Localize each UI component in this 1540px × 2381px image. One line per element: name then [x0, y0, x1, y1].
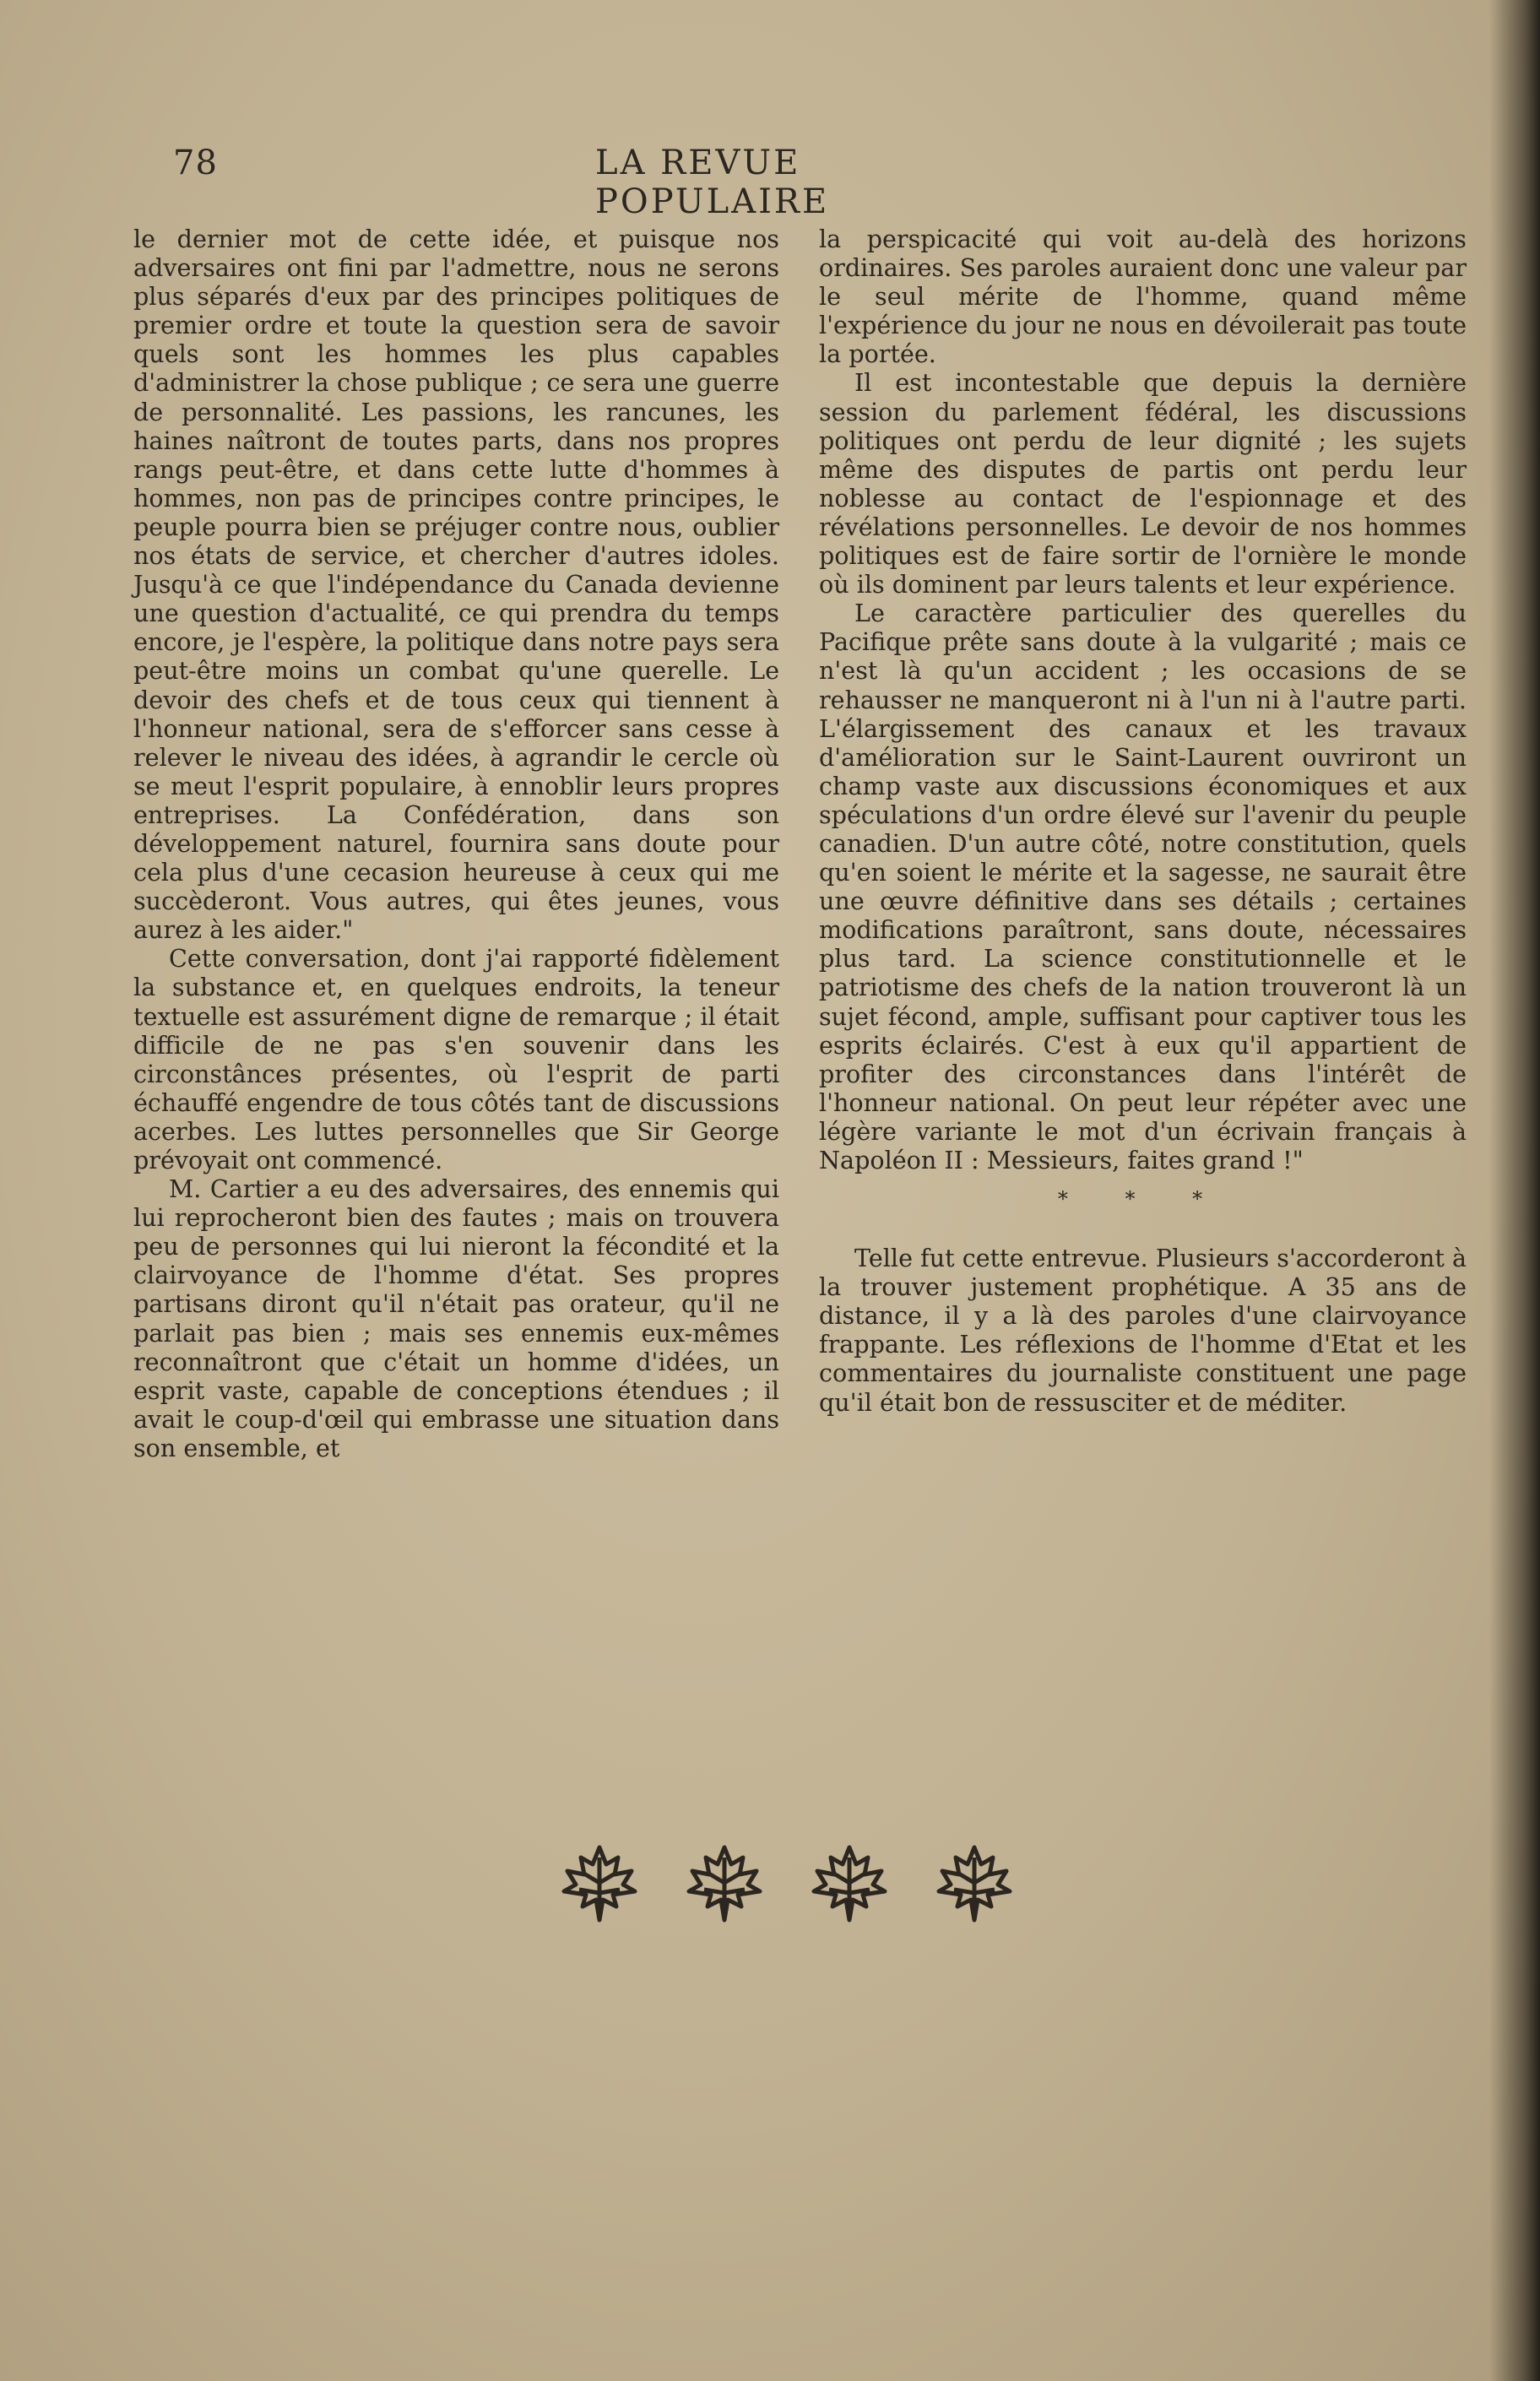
closing-paragraph: Telle fut cette entrevue. Plusieurs s'accorderont à la trouver justement prophétique. A 35 ans de distance, il y a là des paroles d'une clairvoyance frappante. Les réflexions de l'homme d'Etat et les commentaires du journaliste constituent une page qu'il était bon de ressusciter et de méditer. — [819, 1244, 1467, 1417]
maple-leaf-icon — [557, 1841, 642, 1928]
maple-leaf-icon — [932, 1841, 1017, 1928]
maple-leaf-icon — [807, 1841, 892, 1928]
maple-leaf-ornament — [557, 1842, 1038, 1927]
left-column — [133, 225, 779, 1462]
page-number: 78 — [173, 144, 218, 182]
left-paragraph-1: le dernier mot de cette idée, et puisque nos adversaires ont fini par l'admettre, nous ne serons plus séparés d'eux par des principes politiques de premier ordre et toute la question sera de savoir quels sont les hommes les plus capables d'administrer la chose publique ; ce sera une guerre de personnalité. Les passions, les rancunes, les haines naîtront de toutes parts, dans nos propres rangs peut-être, et dans cette lutte d'hommes à hommes, non pas de principes contre principes, le peuple pourra bien se préjuger contre nous, oublier nos états de service, et chercher d'autres idoles. Jusqu'à ce que l'indépendance du Canada devienne une question d'actualité, ce qui prendra du temps encore, je l'espère, la politique dans notre pays sera peut-être moins un combat qu'une querelle. Le devoir des chefs et de tous ceux qui tiennent à l'honneur national, sera de s'efforcer sans cesse à relever le niveau des idées, à agrandir le cercle où se meut l'esprit populaire, à ennoblir leurs propres entreprises. La Confédération, dans son développement naturel, fournira sans doute pour cela plus d'une cecasion heureuse à ceux qui me succèderont. Vous autres, qui êtes jeunes, vous aurez à les aider." — [133, 225, 779, 945]
maple-leaf-icon — [682, 1841, 767, 1928]
left-paragraph-3: M. Cartier a eu des adversaires, des ennemis qui lui reprocheront bien des fautes ; mais on trouvera peu de personnes qui lui nieront la fécondité et la clairvoyance de l'homme d'état. Ses propres partisans diront qu'il n'était pas orateur, qu'il ne parlait pas bien ; mais ses ennemis eux-mêmes reconnaîtront que c'était un homme d'idées, un esprit vaste, capable de conceptions étendues ; il avait le coup-d'œil qui embrasse une situation dans son ensemble, et — [133, 1174, 779, 1462]
binding-shadow — [1489, 0, 1540, 2381]
running-title: LA REVUE POPULAIRE — [595, 144, 830, 221]
right-paragraph-2: Il est incontestable que depuis la dernière session du parlement fédéral, les discussions politiques ont perdu de leur dignité ; les sujets même des disputes de partis ont perdu leur noblesse au contact de l'espionnage et des révélations personnelles. Le devoir de nos hommes politiques est de faire sortir de l'ornière le monde où ils dominent par leurs talents et leur expérience. — [819, 368, 1467, 599]
right-paragraph-1: la perspicacité qui voit au-delà des horizons ordinaires. Ses paroles auraient donc une valeur par le seul mérite de l'homme, quand même l'expérience du jour ne nous en dévoilerait pas toute la portée. — [819, 225, 1467, 369]
section-asterism: * * * — [1057, 1187, 1228, 1212]
right-paragraph-3: Le caractère particulier des querelles du Pacifique prête sans doute à la vulgarité ; mais ce n'est là qu'un accident ; les occasions de se rehausser ne manqueront ni à l'un ni à l'autre parti. L'élargissement des canaux et les travaux d'amélioration sur le Saint-Laurent ouvriront un champ vaste aux discussions économiques et aux spéculations d'un ordre élevé sur l'avenir du peuple canadien. D'un autre côté, notre constitution, quels qu'en soient le mérite et la sagesse, ne saurait être une œuvre définitive dans ses détails ; certaines modifications paraîtront, sans doute, nécessaires plus tard. La science constitutionnelle et le patriotisme des chefs de la nation trouveront là un sujet fécond, ample, suffisant pour captiver tous les esprits éclairés. C'est à eux qu'il appartient de profiter des circonstances dans l'intérêt de l'honneur national. On peut leur répéter avec une légère variante le mot d'un écrivain français à Napoléon II : Messieurs, faites grand !" — [819, 599, 1467, 1174]
page-header — [173, 144, 1034, 221]
right-column — [819, 225, 1467, 1417]
left-paragraph-2: Cette conversation, dont j'ai rapporté fidèlement la substance et, en quelques endroits, la teneur textuelle est assurément digne de remarque ; il était difficile de ne pas s'en souvenir dans les circonstânces présentes, où l'esprit de parti échauffé engendre de tous côtés tant de discussions acerbes. Les luttes personnelles que Sir George prévoyait ont commencé. — [133, 944, 779, 1174]
